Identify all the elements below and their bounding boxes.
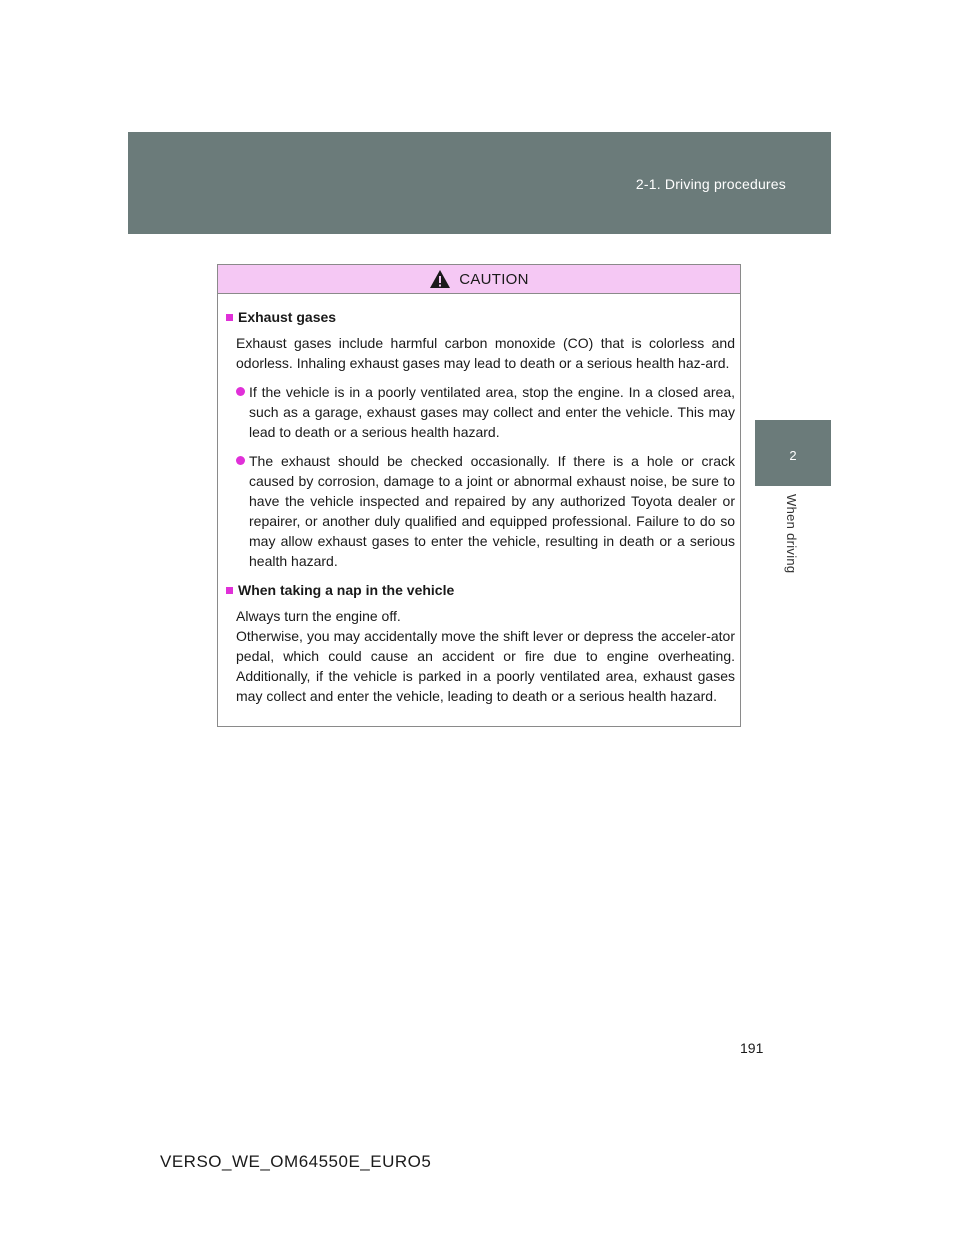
header-band — [128, 132, 831, 234]
caution-header — [218, 265, 740, 294]
document-code: VERSO_WE_OM64550E_EURO5 — [160, 1152, 432, 1171]
section-heading-text: Exhaust gases — [238, 309, 337, 325]
paragraph-line: Otherwise, you may accidentally move the shift lever or depress the acceler-ator pedal, which could cause an accident or fire due to engine overheating. Additionally, if the vehicle is parked in a poorly ventilated area, exhaust gases may collect and enter the vehicle, leading to death or a serious health hazard. — [236, 628, 735, 704]
warning-icon — [429, 269, 451, 289]
list-item — [226, 451, 735, 571]
section-paragraph: Exhaust gases include harmful carbon monoxide (CO) that is colorless and odorless. Inhaling exhaust gases may lead to death or a serious health haz-ard. — [236, 335, 735, 371]
square-bullet-icon — [226, 314, 233, 321]
list-item-text: The exhaust should be checked occasionally. If there is a hole or crack caused by corrosion, damage to a joint or abnormal exhaust noise, be sure to have the vehicle inspected and repaired by any authorized Toyota dealer or repairer, or another duly qualified and equipped professional. Failure to do so may allow exhaust gases to enter the vehicle, resulting in death or a serious health hazard. — [249, 453, 735, 569]
chapter-title: When driving — [784, 494, 799, 574]
section-heading — [226, 580, 735, 600]
list-item-text: If the vehicle is in a poorly ventilated area, stop the engine. In a closed area, such as a garage, exhaust gases may collect and enter the vehicle. This may lead to death or a serious health hazard. — [249, 384, 735, 440]
list-item — [226, 382, 735, 442]
section-heading — [226, 307, 735, 327]
chapter-tab — [755, 420, 831, 486]
section-heading-text: When taking a nap in the vehicle — [238, 582, 455, 598]
section-title: 2-1. Driving procedures — [635, 176, 786, 192]
paragraph-line: Always turn the engine off. — [236, 608, 401, 624]
square-bullet-icon — [226, 587, 233, 594]
chapter-number: 2 — [789, 448, 797, 463]
caution-body — [218, 294, 740, 706]
caution-title: CAUTION — [459, 270, 529, 288]
dot-bullet-icon — [236, 456, 245, 465]
caution-box — [217, 264, 741, 727]
dot-bullet-icon — [236, 387, 245, 396]
section-paragraph — [226, 606, 735, 706]
page-number: 191 — [740, 1040, 764, 1056]
